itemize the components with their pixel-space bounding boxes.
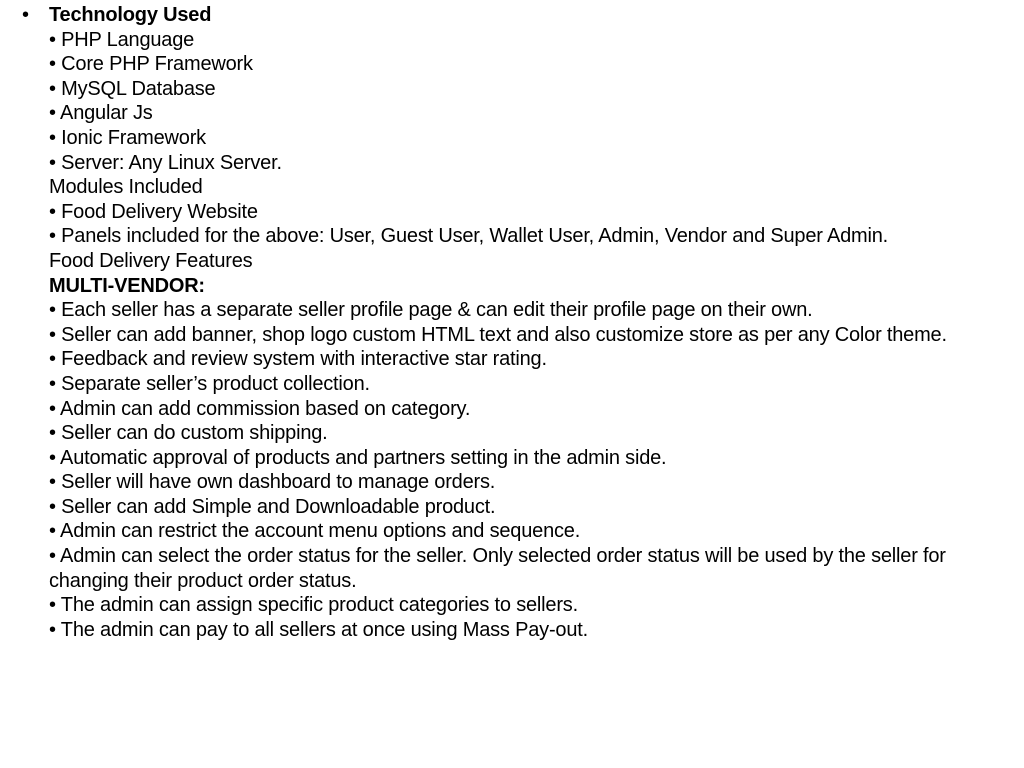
slide-content	[49, 3, 1009, 642]
technology-item: • MySQL Database	[49, 77, 216, 100]
feature-item: • Admin can restrict the account menu options and sequence.	[49, 520, 581, 543]
bullet-marker: •	[22, 4, 30, 26]
feature-item: • The admin can pay to all sellers at once using Mass Pay-out.	[49, 618, 588, 641]
feature-item: • Seller can add Simple and Downloadable product.	[49, 495, 496, 518]
technology-item: • Core PHP Framework	[49, 53, 253, 76]
technology-item: • PHP Language	[49, 28, 195, 51]
feature-item: • Admin can select the order status for the seller. Only selected order status will be used by the seller for changing their product order status.	[49, 545, 946, 592]
technology-item: • Server: Any Linux Server.	[49, 151, 282, 174]
technology-heading: Technology Used	[49, 4, 212, 26]
module-item: • Panels included for the above: User, Guest User, Wallet User, Admin, Vendor and Super Admin.	[49, 225, 889, 248]
feature-item: • Each seller has a separate seller profile page & can edit their profile page on their own.	[49, 299, 813, 322]
multivendor-heading: MULTI-VENDOR:	[49, 274, 205, 297]
technology-item: • Angular Js	[49, 102, 153, 125]
feature-item: • Feedback and review system with interactive star rating.	[49, 348, 547, 371]
feature-item: • Admin can add commission based on category.	[49, 397, 471, 420]
feature-item: • The admin can assign specific product categories to sellers.	[49, 594, 578, 617]
technology-item: • Ionic Framework	[49, 126, 206, 149]
feature-item: • Seller can do custom shipping.	[49, 422, 328, 445]
feature-item: • Seller can add banner, shop logo custom HTML text and also customize store as per any Color theme.	[49, 323, 947, 346]
feature-item: • Seller will have own dashboard to manage orders.	[49, 471, 496, 494]
feature-item: • Automatic approval of products and partners setting in the admin side.	[49, 446, 667, 469]
features-heading: Food Delivery Features	[49, 249, 253, 272]
feature-item: • Separate seller’s product collection.	[49, 372, 370, 395]
modules-heading: Modules Included	[49, 176, 203, 199]
module-item: • Food Delivery Website	[49, 200, 258, 223]
